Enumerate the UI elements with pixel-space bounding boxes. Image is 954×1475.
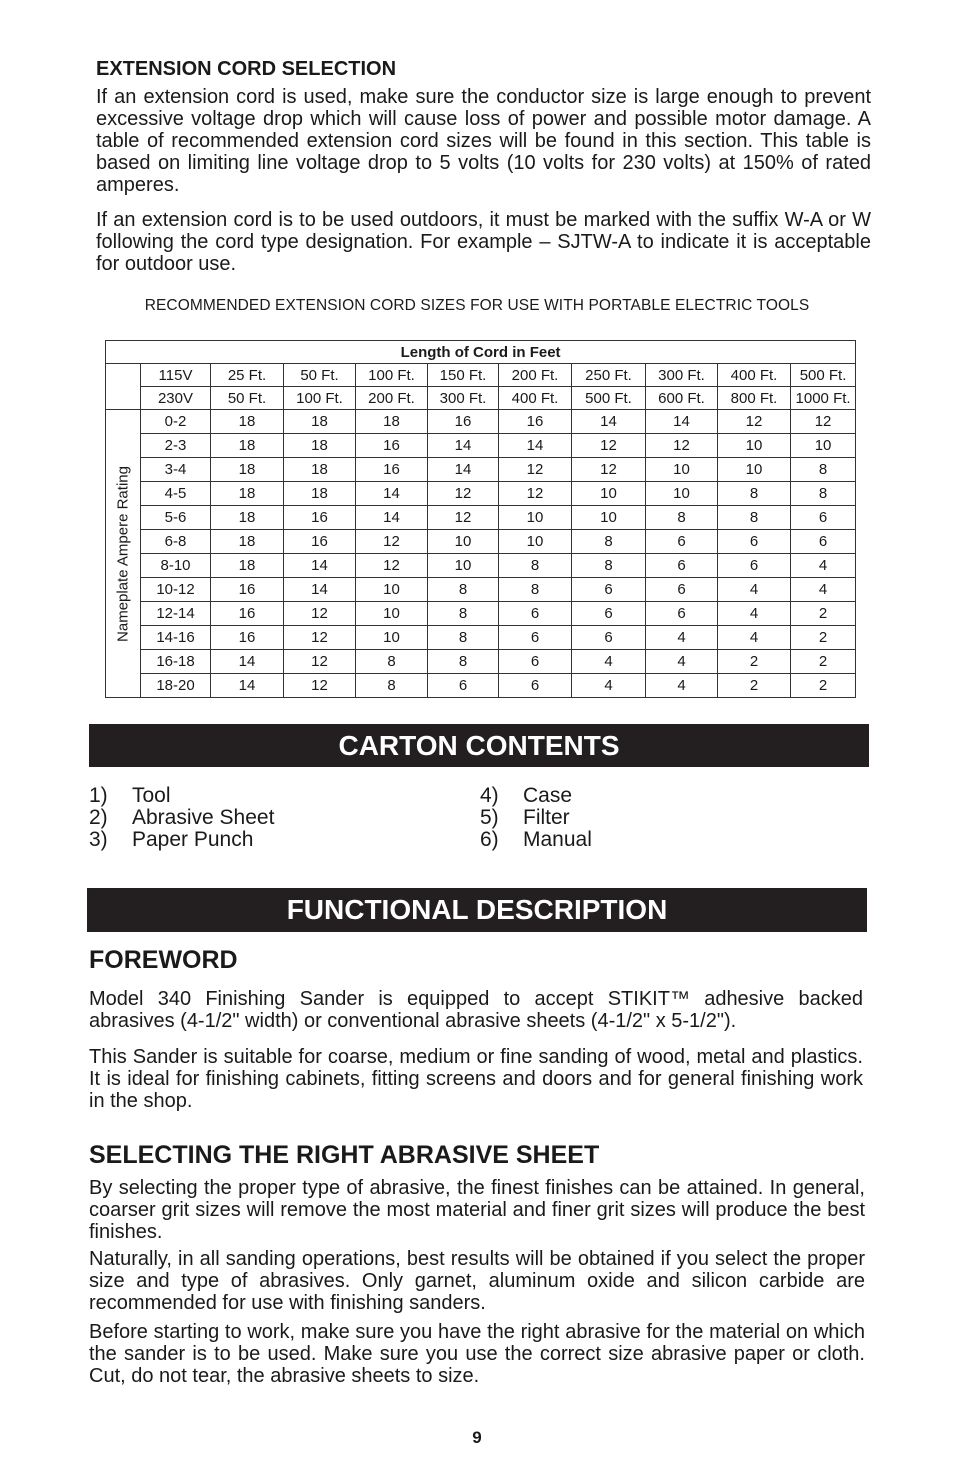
list-item bbox=[89, 829, 274, 851]
gauge-cell: 6 bbox=[646, 554, 718, 578]
gauge-cell: 18 bbox=[284, 410, 356, 434]
gauge-cell: 16 bbox=[499, 410, 572, 434]
foreword-heading: FOREWORD bbox=[89, 946, 238, 974]
gauge-cell: 2 bbox=[718, 650, 791, 674]
ampere-range-cell: 4-5 bbox=[141, 482, 211, 506]
gauge-cell: 16 bbox=[284, 530, 356, 554]
list-number: 6) bbox=[480, 828, 499, 851]
gauge-cell: 4 bbox=[791, 578, 856, 602]
ampere-range-cell: 18-20 bbox=[141, 674, 211, 698]
gauge-cell: 8 bbox=[572, 554, 646, 578]
gauge-cell: 16 bbox=[356, 458, 428, 482]
cord-length-cell: 300 Ft. bbox=[428, 387, 499, 410]
gauge-cell: 8 bbox=[499, 554, 572, 578]
list-item bbox=[480, 807, 592, 829]
table-row bbox=[106, 434, 856, 458]
gauge-cell: 4 bbox=[718, 602, 791, 626]
gauge-cell: 10 bbox=[572, 482, 646, 506]
list-number: 5) bbox=[480, 806, 499, 829]
cord-length-cell: 500 Ft. bbox=[572, 387, 646, 410]
gauge-cell: 8 bbox=[718, 506, 791, 530]
cord-length-cell: 300 Ft. bbox=[646, 364, 718, 387]
cord-length-cell: 200 Ft. bbox=[356, 387, 428, 410]
ampere-range-cell: 14-16 bbox=[141, 626, 211, 650]
gauge-cell: 8 bbox=[499, 578, 572, 602]
gauge-cell: 14 bbox=[211, 674, 284, 698]
gauge-cell: 12 bbox=[791, 410, 856, 434]
list-label: Manual bbox=[523, 828, 592, 851]
ampere-range-cell: 12-14 bbox=[141, 602, 211, 626]
gauge-cell: 16 bbox=[356, 434, 428, 458]
table-row bbox=[106, 530, 856, 554]
gauge-cell: 18 bbox=[211, 554, 284, 578]
ampere-range-cell: 5-6 bbox=[141, 506, 211, 530]
side-blank bbox=[106, 364, 141, 387]
list-label: Case bbox=[523, 784, 573, 807]
list-item bbox=[89, 785, 274, 807]
cord-length-cell: 500 Ft. bbox=[791, 364, 856, 387]
cord-length-cell: 400 Ft. bbox=[718, 364, 791, 387]
gauge-cell: 12 bbox=[718, 410, 791, 434]
gauge-cell: 2 bbox=[791, 674, 856, 698]
gauge-cell: 12 bbox=[572, 434, 646, 458]
length-of-cord-header: Length of Cord in Feet bbox=[106, 341, 856, 364]
gauge-cell: 8 bbox=[428, 626, 499, 650]
gauge-cell: 18 bbox=[356, 410, 428, 434]
gauge-cell: 6 bbox=[499, 650, 572, 674]
gauge-cell: 10 bbox=[356, 626, 428, 650]
gauge-cell: 10 bbox=[718, 434, 791, 458]
gauge-cell: 2 bbox=[791, 602, 856, 626]
table-row bbox=[106, 578, 856, 602]
cord-length-cell: 50 Ft. bbox=[211, 387, 284, 410]
gauge-cell: 18 bbox=[284, 458, 356, 482]
page-number: 9 bbox=[472, 1428, 482, 1447]
gauge-cell: 12 bbox=[646, 434, 718, 458]
gauge-cell: 12 bbox=[284, 674, 356, 698]
list-number: 3) bbox=[89, 828, 108, 851]
table-row bbox=[106, 650, 856, 674]
ampere-range-cell: 16-18 bbox=[141, 650, 211, 674]
ampere-range-cell: 3-4 bbox=[141, 458, 211, 482]
abrasive-para-1: By selecting the proper type of abrasive, the finest finishes can be attained. In general, coarser grit sizes will remove the most material and finer grit sizes will produce the best finishes. bbox=[89, 1177, 865, 1243]
gauge-cell: 6 bbox=[718, 554, 791, 578]
extension-cord-table bbox=[105, 340, 856, 698]
table-row bbox=[106, 482, 856, 506]
list-number: 2) bbox=[89, 806, 108, 829]
gauge-cell: 6 bbox=[646, 602, 718, 626]
gauge-cell: 4 bbox=[572, 674, 646, 698]
cord-length-cell: 100 Ft. bbox=[284, 387, 356, 410]
table-row bbox=[106, 458, 856, 482]
cord-length-cell: 200 Ft. bbox=[499, 364, 572, 387]
gauge-cell: 6 bbox=[791, 530, 856, 554]
table-row bbox=[106, 410, 856, 434]
gauge-cell: 12 bbox=[284, 602, 356, 626]
list-number: 1) bbox=[89, 784, 108, 807]
gauge-cell: 8 bbox=[791, 482, 856, 506]
cord-length-cell: 400 Ft. bbox=[499, 387, 572, 410]
list-item bbox=[89, 807, 274, 829]
gauge-cell: 10 bbox=[646, 482, 718, 506]
gauge-cell: 12 bbox=[499, 482, 572, 506]
table-caption: RECOMMENDED EXTENSION CORD SIZES FOR USE WITH PORTABLE ELECTRIC TOOLS bbox=[144, 297, 810, 314]
gauge-cell: 6 bbox=[718, 530, 791, 554]
gauge-cell: 12 bbox=[428, 482, 499, 506]
list-item bbox=[480, 785, 592, 807]
gauge-cell: 10 bbox=[499, 506, 572, 530]
gauge-cell: 16 bbox=[211, 626, 284, 650]
gauge-cell: 14 bbox=[428, 458, 499, 482]
gauge-cell: 12 bbox=[499, 458, 572, 482]
gauge-cell: 14 bbox=[646, 410, 718, 434]
gauge-cell: 4 bbox=[718, 626, 791, 650]
gauge-cell: 14 bbox=[572, 410, 646, 434]
gauge-cell: 8 bbox=[428, 578, 499, 602]
gauge-cell: 10 bbox=[428, 554, 499, 578]
gauge-cell: 18 bbox=[211, 482, 284, 506]
voltage-row-230 bbox=[106, 387, 856, 410]
gauge-cell: 14 bbox=[211, 650, 284, 674]
list-item bbox=[480, 829, 592, 851]
gauge-cell: 12 bbox=[428, 506, 499, 530]
side-blank bbox=[106, 387, 141, 410]
table-row bbox=[106, 554, 856, 578]
gauge-cell: 8 bbox=[646, 506, 718, 530]
gauge-cell: 18 bbox=[211, 458, 284, 482]
table-row bbox=[106, 506, 856, 530]
gauge-cell: 14 bbox=[356, 506, 428, 530]
gauge-cell: 6 bbox=[572, 578, 646, 602]
gauge-cell: 14 bbox=[499, 434, 572, 458]
gauge-cell: 4 bbox=[718, 578, 791, 602]
gauge-cell: 4 bbox=[646, 674, 718, 698]
voltage-label-cell: 115V bbox=[141, 364, 211, 387]
list-label: Abrasive Sheet bbox=[132, 806, 275, 829]
gauge-cell: 8 bbox=[356, 674, 428, 698]
gauge-cell: 2 bbox=[791, 650, 856, 674]
gauge-cell: 18 bbox=[211, 434, 284, 458]
gauge-cell: 18 bbox=[211, 506, 284, 530]
carton-list-left bbox=[89, 785, 274, 851]
gauge-cell: 12 bbox=[356, 530, 428, 554]
gauge-cell: 16 bbox=[284, 506, 356, 530]
gauge-cell: 6 bbox=[572, 602, 646, 626]
gauge-cell: 16 bbox=[211, 602, 284, 626]
gauge-cell: 12 bbox=[284, 626, 356, 650]
gauge-cell: 18 bbox=[284, 482, 356, 506]
carton-contents-banner: CARTON CONTENTS bbox=[89, 724, 869, 767]
foreword-para-2: This Sander is suitable for coarse, medium or fine sanding of wood, metal and plastics. It is ideal for finishing cabinets, fitting screens and doors and for general finishing work in the shop. bbox=[89, 1046, 863, 1112]
gauge-cell: 8 bbox=[356, 650, 428, 674]
cord-length-cell: 1000 Ft. bbox=[791, 387, 856, 410]
extension-para-2: If an extension cord is to be used outdoors, it must be marked with the suffix W-A or W following the cord type designation. For example – SJTW-A to indicate it is acceptable for outdoor use. bbox=[96, 209, 871, 275]
gauge-cell: 10 bbox=[791, 434, 856, 458]
gauge-cell: 8 bbox=[572, 530, 646, 554]
voltage-label-cell: 230V bbox=[141, 387, 211, 410]
ampere-range-cell: 10-12 bbox=[141, 578, 211, 602]
functional-description-banner: FUNCTIONAL DESCRIPTION bbox=[87, 888, 867, 932]
gauge-cell: 14 bbox=[284, 578, 356, 602]
gauge-cell: 10 bbox=[572, 506, 646, 530]
gauge-cell: 6 bbox=[572, 626, 646, 650]
gauge-cell: 18 bbox=[211, 410, 284, 434]
gauge-cell: 14 bbox=[284, 554, 356, 578]
gauge-cell: 16 bbox=[211, 578, 284, 602]
gauge-cell: 10 bbox=[646, 458, 718, 482]
gauge-cell: 8 bbox=[428, 650, 499, 674]
gauge-cell: 4 bbox=[572, 650, 646, 674]
cord-length-cell: 600 Ft. bbox=[646, 387, 718, 410]
gauge-cell: 4 bbox=[791, 554, 856, 578]
gauge-cell: 12 bbox=[572, 458, 646, 482]
gauge-cell: 6 bbox=[646, 530, 718, 554]
cord-length-cell: 250 Ft. bbox=[572, 364, 646, 387]
gauge-cell: 8 bbox=[428, 602, 499, 626]
gauge-cell: 2 bbox=[718, 674, 791, 698]
abrasive-para-3: Before starting to work, make sure you have the right abrasive for the material on which the sander is to be used. Make sure you use the correct size abrasive paper or cloth. Cut, do not tear, the abrasive sheets to size. bbox=[89, 1321, 865, 1387]
ampere-rating-side-cell bbox=[106, 410, 141, 698]
ampere-range-cell: 6-8 bbox=[141, 530, 211, 554]
extension-para-1: If an extension cord is used, make sure the conductor size is large enough to prevent excessive voltage drop which will cause loss of power and possible motor damage. A table of recommended extension cord sizes will be found in this section. This table is based on limiting line voltage drop to 5 volts (10 volts for 230 volts) at 150% of rated amperes. bbox=[96, 86, 871, 196]
gauge-cell: 4 bbox=[646, 626, 718, 650]
gauge-cell: 14 bbox=[356, 482, 428, 506]
gauge-cell: 8 bbox=[791, 458, 856, 482]
gauge-cell: 10 bbox=[356, 602, 428, 626]
foreword-para-1: Model 340 Finishing Sander is equipped to accept STIKIT™ adhesive backed abrasives (4-1/2" width) or conventional abrasive sheets (4-1/2" x 5-1/2"). bbox=[89, 988, 863, 1032]
ampere-range-cell: 0-2 bbox=[141, 410, 211, 434]
carton-list-right bbox=[480, 785, 592, 851]
gauge-cell: 6 bbox=[499, 674, 572, 698]
cord-length-cell: 150 Ft. bbox=[428, 364, 499, 387]
table-row bbox=[106, 602, 856, 626]
gauge-cell: 12 bbox=[356, 554, 428, 578]
gauge-cell: 18 bbox=[211, 530, 284, 554]
list-number: 4) bbox=[480, 784, 499, 807]
voltage-row-115 bbox=[106, 364, 856, 387]
gauge-cell: 16 bbox=[428, 410, 499, 434]
gauge-cell: 8 bbox=[718, 482, 791, 506]
list-label: Paper Punch bbox=[132, 828, 254, 851]
gauge-cell: 6 bbox=[646, 578, 718, 602]
cord-length-cell: 50 Ft. bbox=[284, 364, 356, 387]
abrasive-para-2: Naturally, in all sanding operations, best results will be obtained if you select the proper size and type of abrasives. Only garnet, aluminum oxide and silicon carbide are recommended for use with finishing sanders. bbox=[89, 1248, 865, 1314]
gauge-cell: 18 bbox=[284, 434, 356, 458]
gauge-cell: 10 bbox=[718, 458, 791, 482]
gauge-cell: 6 bbox=[499, 602, 572, 626]
abrasive-heading: SELECTING THE RIGHT ABRASIVE SHEET bbox=[89, 1141, 600, 1169]
ampere-range-cell: 8-10 bbox=[141, 554, 211, 578]
gauge-cell: 12 bbox=[284, 650, 356, 674]
list-label: Tool bbox=[132, 784, 171, 807]
gauge-cell: 6 bbox=[428, 674, 499, 698]
gauge-cell: 2 bbox=[791, 626, 856, 650]
cord-length-cell: 800 Ft. bbox=[718, 387, 791, 410]
extension-cord-heading: EXTENSION CORD SELECTION bbox=[96, 58, 397, 80]
gauge-cell: 4 bbox=[646, 650, 718, 674]
table-row bbox=[106, 626, 856, 650]
cord-length-cell: 25 Ft. bbox=[211, 364, 284, 387]
gauge-cell: 6 bbox=[499, 626, 572, 650]
list-label: Filter bbox=[523, 806, 570, 829]
gauge-cell: 10 bbox=[499, 530, 572, 554]
gauge-cell: 10 bbox=[428, 530, 499, 554]
cord-length-cell: 100 Ft. bbox=[356, 364, 428, 387]
gauge-cell: 6 bbox=[791, 506, 856, 530]
table-row bbox=[106, 674, 856, 698]
gauge-cell: 10 bbox=[356, 578, 428, 602]
ampere-range-cell: 2-3 bbox=[141, 434, 211, 458]
ampere-rating-label: Nameplate Ampere Rating bbox=[114, 465, 132, 642]
gauge-cell: 14 bbox=[428, 434, 499, 458]
